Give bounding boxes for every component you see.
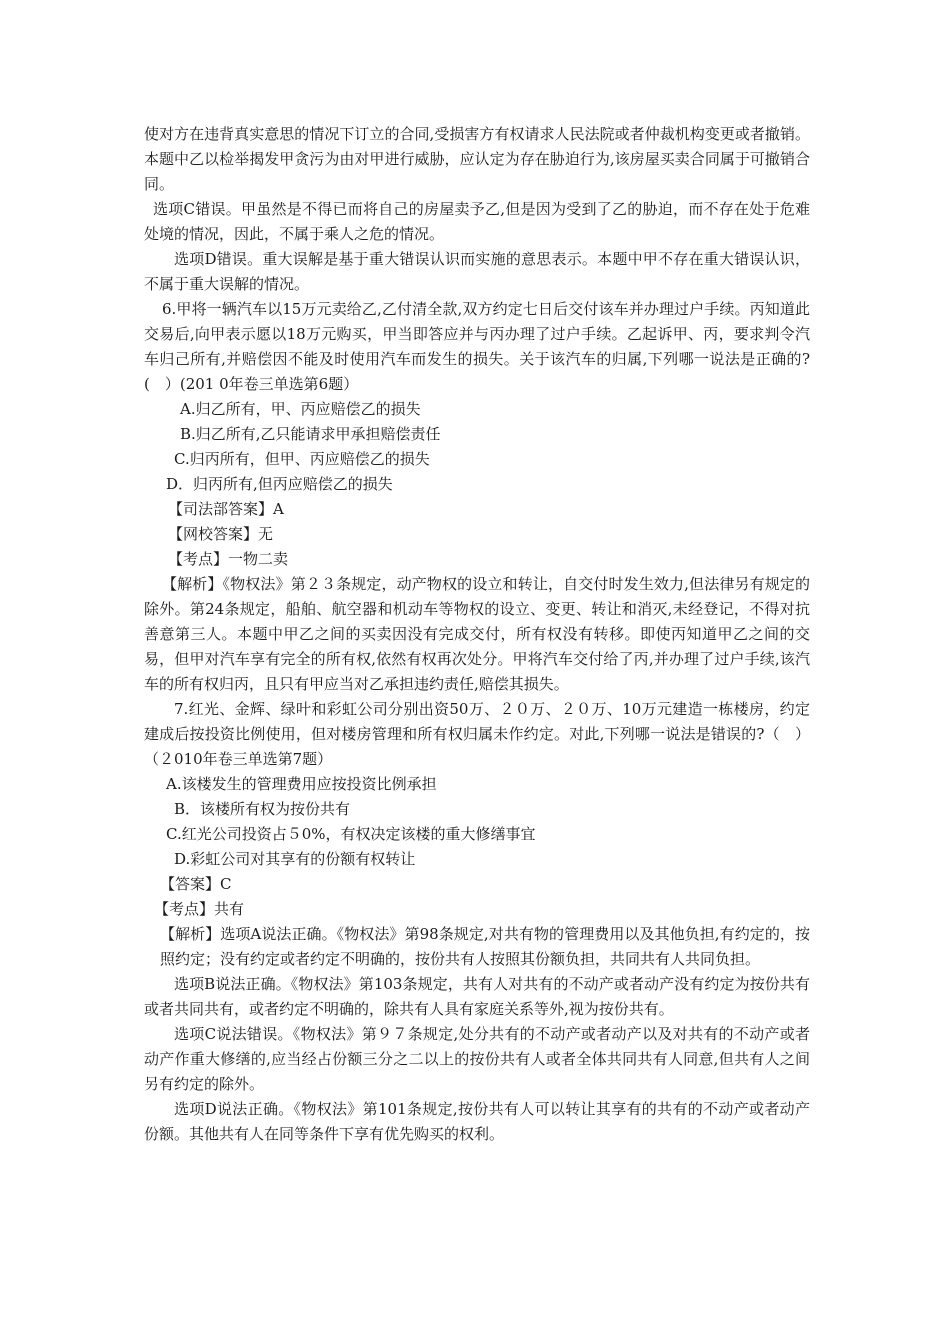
- question-7-option-d: D.彩虹公司对其享有的份额有权转让: [174, 850, 416, 868]
- paragraph-option-c-wrong: 选项C错误。甲虽然是不得已而将自己的房屋卖予乙,但是因为受到了乙的胁迫，而不存在处于危难处境的情况，因此，不属于乘人之危的情况。: [144, 200, 810, 243]
- question-7-option-b: B．该楼所有权为按份共有: [174, 800, 351, 818]
- question-7: 7.红光、金辉、绿叶和彩虹公司分别出资50万、２０万、２０万、10万元建造一栋楼房，约定建成后按投资比例使用，但对楼房管理和所有权归属未作约定。对此,下列哪一说法是错误的?（ ）（２010年卷三单选第7题）: [144, 700, 810, 768]
- question-6-ministry-answer: 【司法部答案】A: [168, 500, 284, 518]
- question-7-key-point: 【考点】共有: [154, 900, 245, 918]
- question-6-school-answer: 【网校答案】无: [168, 525, 274, 543]
- question-6-option-a: A.归乙所有，甲、丙应赔偿乙的损失: [180, 400, 421, 418]
- question-7-answer: 【答案】C: [160, 875, 232, 893]
- question-7-analysis-option-d: 选项D说法正确。《物权法》第101条规定,按份共有人可以转让其享有的共有的不动产或者动产份额。其他共有人在同等条件下享有优先购买的权利。: [144, 1100, 810, 1143]
- question-7-analysis-option-a: 【解析】选项A说法正确。《物权法》第98条规定,对共有物的管理费用以及其他负担,有约定的，按照约定；没有约定或者约定不明确的，按份共有人按照其份额负担，共同共有人共同负担。: [160, 925, 810, 968]
- document-page: [144, 122, 810, 1147]
- question-7-analysis-option-b: 选项B说法正确。《物权法》第103条规定，共有人对共有的不动产或者动产没有约定为按份共有或者共同共有，或者约定不明确的，除共有人具有家庭关系等外,视为按份共有。: [144, 975, 810, 1018]
- question-7-analysis-option-c: 选项C说法错误。《物权法》第９７条规定,处分共有的不动产或者动产以及对共有的不动产或者动产作重大修缮的,应当经占份额三分之二以上的按份共有人或者全体共同共有人同意,但共有人之间另有约定的除外。: [144, 1025, 810, 1093]
- paragraph-duress-explanation: 使对方在违背真实意思的情况下订立的合同,受损害方有权请求人民法院或者仲裁机构变更或者撤销。本题中乙以检举揭发甲贪污为由对甲进行威胁，应认定为存在胁迫行为,该房屋买卖合同属于可撤销合同。: [144, 125, 810, 193]
- question-7-option-c: C.红光公司投资占５0%，有权决定该楼的重大修缮事宜: [166, 825, 536, 843]
- question-6-option-d: D．归丙所有,但丙应赔偿乙的损失: [166, 475, 393, 493]
- paragraph-option-d-wrong: 选项D错误。重大误解是基于重大错误认识而实施的意思表示。本题中甲不存在重大错误认识，不属于重大误解的情况。: [144, 250, 810, 293]
- question-6-option-b: B.归乙所有,乙只能请求甲承担赔偿责任: [180, 425, 441, 443]
- question-6: 6.甲将一辆汽车以15万元卖给乙,乙付清全款,双方约定七日后交付该车并办理过户手续。丙知道此交易后,向甲表示愿以18万元购买，甲当即答应并与丙办理了过户手续。乙起诉甲、丙，要求判令汽车归己所有,并赔偿因不能及时使用汽车而发生的损失。关于该汽车的归属,下列哪一说法是正确的?( ）(201 0年卷三单选第6题）: [144, 300, 810, 393]
- question-6-option-c: C.归丙所有，但甲、丙应赔偿乙的损失: [174, 450, 430, 468]
- question-7-option-a: A.该楼发生的管理费用应按投资比例承担: [166, 775, 437, 793]
- question-6-key-point: 【考点】一物二卖: [168, 550, 289, 568]
- question-6-analysis: 【解析】《物权法》第２３条规定，动产物权的设立和转让，自交付时发生效力,但法律另有规定的除外。第24条规定，船舶、航空器和机动车等物权的设立、变更、转让和消灭,未经登记，不得对抗善意第三人。本题中甲乙之间的买卖因没有完成交付，所有权没有转移。即使丙知道甲乙之间的交易，但甲对汽车享有完全的所有权,依然有权再次处分。甲将汽车交付给了丙,并办理了过户手续,该汽车的所有权归丙，且只有甲应当对乙承担违约责任,赔偿其损失。: [144, 575, 810, 693]
